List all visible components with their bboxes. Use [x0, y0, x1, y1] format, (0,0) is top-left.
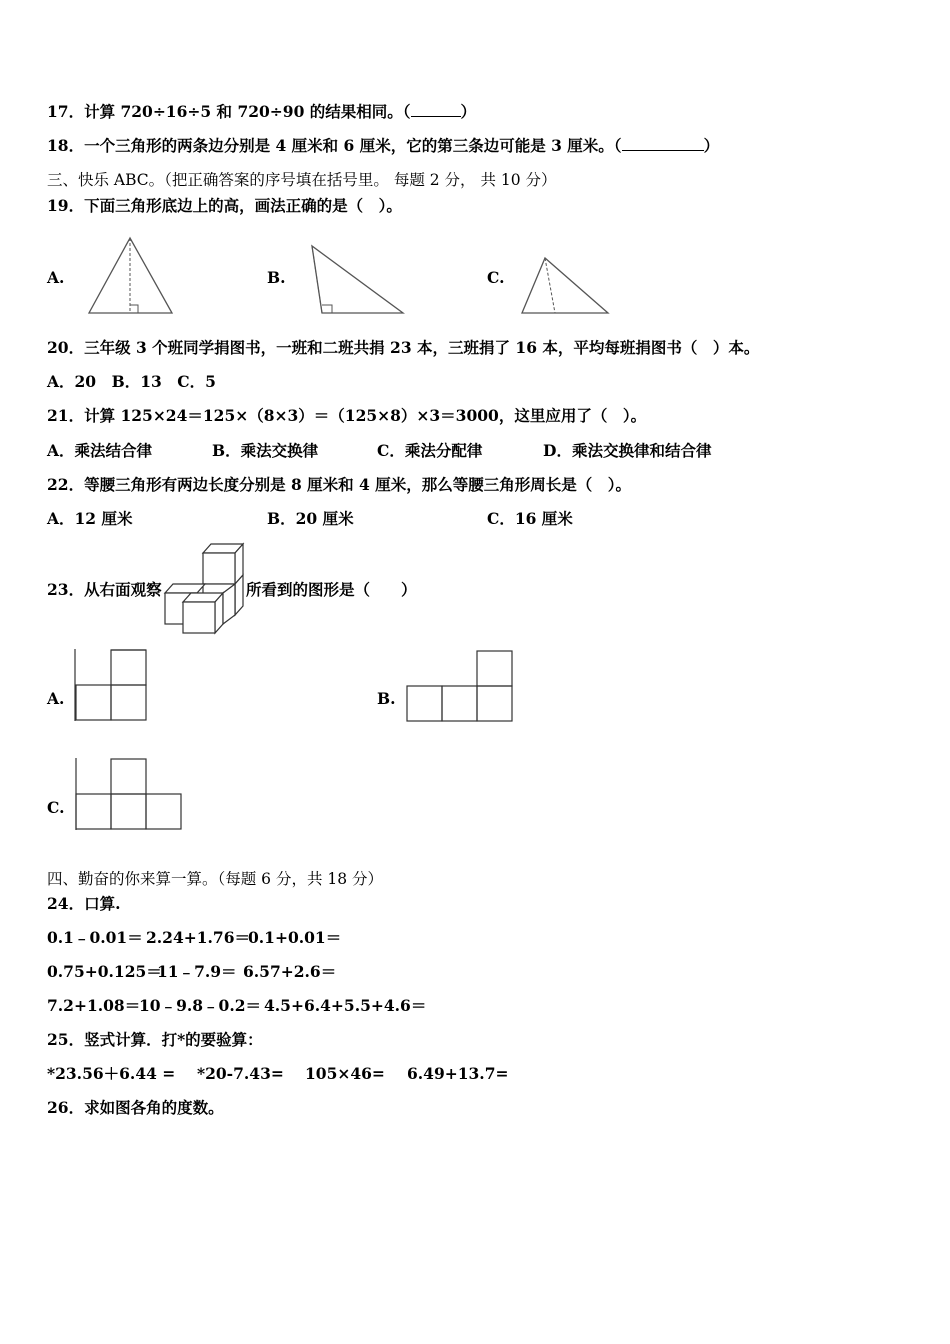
q24-item: 7.2+1.08＝ [47, 996, 141, 1015]
question-20: 20．三年级 3 个班同学捐图书，一班和二班共捐 23 本，三班捐了 16 本，平均每班捐图书（ ）本。 [47, 338, 760, 357]
q18-text: 18．一个三角形的两条边分别是 4 厘米和 6 厘米，它的第三条边可能是 3 厘米。（ [47, 136, 622, 155]
question-23-prefix: 23．从右面观察 [47, 580, 162, 599]
q23-cube-stack-figure [163, 540, 247, 635]
q17-answer-blank[interactable] [411, 102, 461, 117]
q24-item: 0.1﹣0.01＝ [47, 928, 143, 947]
q19-triangle-b [308, 244, 408, 316]
q25-item: *23.56＋6.44 = [47, 1064, 176, 1083]
q17-close: ） [460, 102, 477, 121]
q19-option-a-label[interactable]: A. [47, 268, 65, 287]
question-26-title: 26．求如图各角的度数。 [47, 1098, 224, 1117]
question-25-title: 25．竖式计算．打*的要验算： [47, 1030, 263, 1049]
q20-options[interactable]: A．20 B．13 C．5 [47, 372, 216, 391]
q24-item: 0.75+0.125＝ [47, 962, 162, 981]
q25-item: *20-7.43= [197, 1064, 284, 1083]
q23-figure-c [74, 757, 186, 833]
q22-option-c[interactable]: C．16 厘米 [487, 509, 573, 528]
q24-item: 2.24+1.76＝ [146, 928, 250, 947]
q24-item: 10﹣9.8﹣0.2＝ [139, 996, 262, 1015]
q19-triangle-a [85, 236, 177, 316]
q24-item: 0.1+0.01＝ [248, 928, 342, 947]
q18-answer-blank[interactable] [622, 136, 704, 151]
q18-close: ） [703, 136, 720, 155]
q19-option-b-label[interactable]: B. [267, 268, 286, 287]
q23-option-a-label[interactable]: A. [47, 689, 65, 708]
q19-option-c-label[interactable]: C. [487, 268, 505, 287]
question-18 [47, 136, 719, 156]
section-3-heading: 三、快乐 ABC。（把正确答案的序号填在括号里。 每题 2 分， 共 10 分） [47, 171, 557, 189]
q21-option-d[interactable]: D．乘法交换律和结合律 [543, 441, 712, 460]
q24-item: 4.5+6.4+5.5+4.6＝ [264, 996, 427, 1015]
q23-figure-b [406, 650, 516, 724]
q23-option-b-label[interactable]: B. [377, 689, 396, 708]
question-17 [47, 102, 476, 122]
question-23-suffix: 所看到的图形是（ ） [246, 580, 417, 599]
q17-text: 17．计算 720÷16÷5 和 720÷90 的结果相同。（ [47, 102, 411, 121]
q19-triangle-c [518, 254, 612, 316]
q21-option-a[interactable]: A．乘法结合律 [47, 441, 153, 460]
question-24-title: 24．口算. [47, 894, 121, 913]
q22-option-a[interactable]: A．12 厘米 [47, 509, 133, 528]
q23-figure-a [74, 648, 150, 724]
q25-item: 105×46= [305, 1064, 385, 1083]
q25-item: 6.49+13.7= [407, 1064, 509, 1083]
q21-option-b[interactable]: B．乘法交换律 [212, 441, 319, 460]
question-22: 22．等腰三角形有两边长度分别是 8 厘米和 4 厘米，那么等腰三角形周长是（ ）。 [47, 475, 631, 494]
q23-option-c-label[interactable]: C. [47, 798, 65, 817]
question-19: 19．下面三角形底边上的高，画法正确的是（ ）。 [47, 196, 402, 215]
question-21: 21．计算 125×24＝125×（8×3）＝（125×8）×3＝3000，这里应用了（ ）。 [47, 406, 647, 425]
q21-option-c[interactable]: C．乘法分配律 [377, 441, 483, 460]
section-4-heading: 四、勤奋的你来算一算。（每题 6 分，共 18 分） [47, 870, 384, 888]
q24-item: 6.57+2.6＝ [243, 962, 337, 981]
q24-item: 11﹣7.9＝ [157, 962, 237, 981]
q22-option-b[interactable]: B．20 厘米 [267, 509, 354, 528]
